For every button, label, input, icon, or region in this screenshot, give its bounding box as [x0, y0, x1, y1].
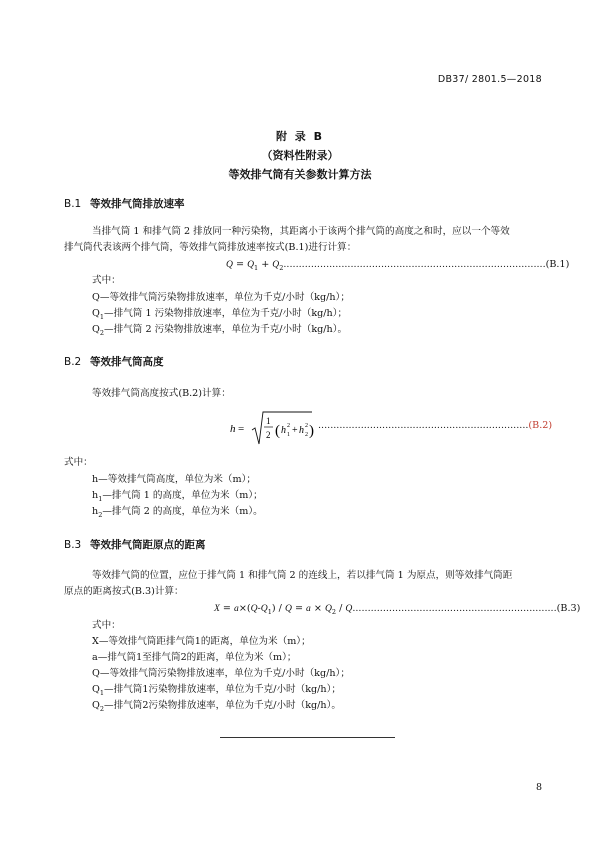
svg-text:1: 1: [266, 416, 271, 426]
section-b1-def-q1: $Q_1—$排气筒 1 污染物排放速率，单位为千克/小时（kg/h）；: [92, 308, 348, 321]
formula-b3: $X = a\times(Q-Q_1) / Q = a \times Q_2 / Q...................................................................(B.3)$: [214, 603, 581, 616]
svg-text:(: (: [275, 423, 280, 439]
section-b2-heading: [64, 354, 164, 369]
svg-text:h: h: [299, 425, 304, 436]
section-b3-def-x: X—等效排气筒距排气筒1的距离，单位为米（m）；: [92, 636, 311, 647]
section-b2-where: 式中：: [64, 457, 93, 468]
svg-text:2: 2: [287, 423, 290, 429]
section-b1-where: 式中：: [92, 275, 121, 286]
section-b3-def-q2: $Q_2—$排气筒2污染物排放速率，单位为千克/小时（kg/h）。: [92, 700, 341, 713]
section-b2-number: B.2: [64, 356, 82, 368]
formula-b2-leader: .....................................................................(B.2): [318, 420, 553, 431]
svg-text:+: +: [292, 425, 298, 436]
section-b1-def-q: Q—等效排气筒污染物排放速率，单位为千克/小时（kg/h）；: [92, 292, 350, 303]
svg-text:2: 2: [266, 430, 271, 440]
svg-text:h: h: [281, 425, 286, 436]
section-b3-def-a: a—排气筒1至排气筒2的距离，单位为米（m）；: [92, 652, 297, 663]
svg-text:): ): [309, 423, 314, 439]
svg-text:2: 2: [305, 423, 308, 429]
annex-title: 等效排气筒有关参数计算方法: [228, 168, 372, 181]
section-b1-heading: [64, 196, 185, 211]
section-b3-paragraph-line2: 原点的距离按式(B.3)计算：: [64, 586, 184, 597]
end-rule: [220, 737, 395, 738]
formula-b2: [228, 408, 558, 454]
section-b2-def-h1: $h_1—$排气筒 1 的高度，单位为米（m）；: [92, 490, 263, 503]
section-b3-where: 式中：: [92, 620, 121, 631]
svg-text:2: 2: [305, 432, 308, 438]
section-b1-paragraph-line2: 排气筒代表该两个排气筒，等效排气筒排放速率按式(B.1)进行计算：: [64, 242, 357, 253]
section-b3-title: 等效排气筒距原点的距离: [90, 539, 206, 551]
section-b3-heading: [64, 537, 206, 552]
formula-b2-tag: (B.2): [528, 420, 553, 431]
section-b1-paragraph-line1: 当排气筒 1 和排气筒 2 排放同一种污染物，其距离小于该两个排气筒的高度之和时，应以一个等效: [92, 226, 510, 237]
section-b3-number: B.3: [64, 539, 82, 551]
section-b3-def-q1: $Q_1—$排气筒1污染物排放速率，单位为千克/小时（kg/h）；: [92, 684, 341, 697]
section-b1-number: B.1: [64, 198, 82, 210]
section-b2-paragraph: 等效排气筒高度按式(B.2)计算：: [92, 388, 231, 399]
section-b1-def-q2: $Q_2—$排气筒 2 污染物排放速率，单位为千克/小时（kg/h）。: [92, 324, 348, 337]
section-b2-def-h2: $h_2—$排气筒 2 的高度，单位为米（m）。: [92, 506, 263, 519]
formula-b1: $Q = Q_1 + Q_2......................................................................................(B.1)$: [226, 259, 570, 272]
section-b2-def-h: h—等效排气筒高度，单位为米（m）；: [92, 474, 256, 485]
annex-label: 附 录 B: [275, 130, 325, 143]
svg-text:1: 1: [287, 432, 290, 438]
section-b2-title: 等效排气筒高度: [90, 356, 164, 368]
annex-type: （资料性附录）: [261, 149, 339, 162]
standard-number: DB37/ 2801.5—2018: [437, 74, 542, 85]
svg-text:=: =: [238, 423, 245, 435]
section-b3-paragraph-line1: 等效排气筒的位置，应位于排气筒 1 和排气筒 2 的连线上，若以排气筒 1 为原点，则等效排气筒距: [92, 570, 513, 581]
svg-text:h: h: [230, 423, 236, 435]
page-number: 8: [535, 782, 542, 793]
section-b1-title: 等效排气筒排放速率: [90, 198, 185, 210]
section-b3-def-q: Q—等效排气筒污染物排放速率，单位为千克/小时（kg/h）；: [92, 668, 350, 679]
